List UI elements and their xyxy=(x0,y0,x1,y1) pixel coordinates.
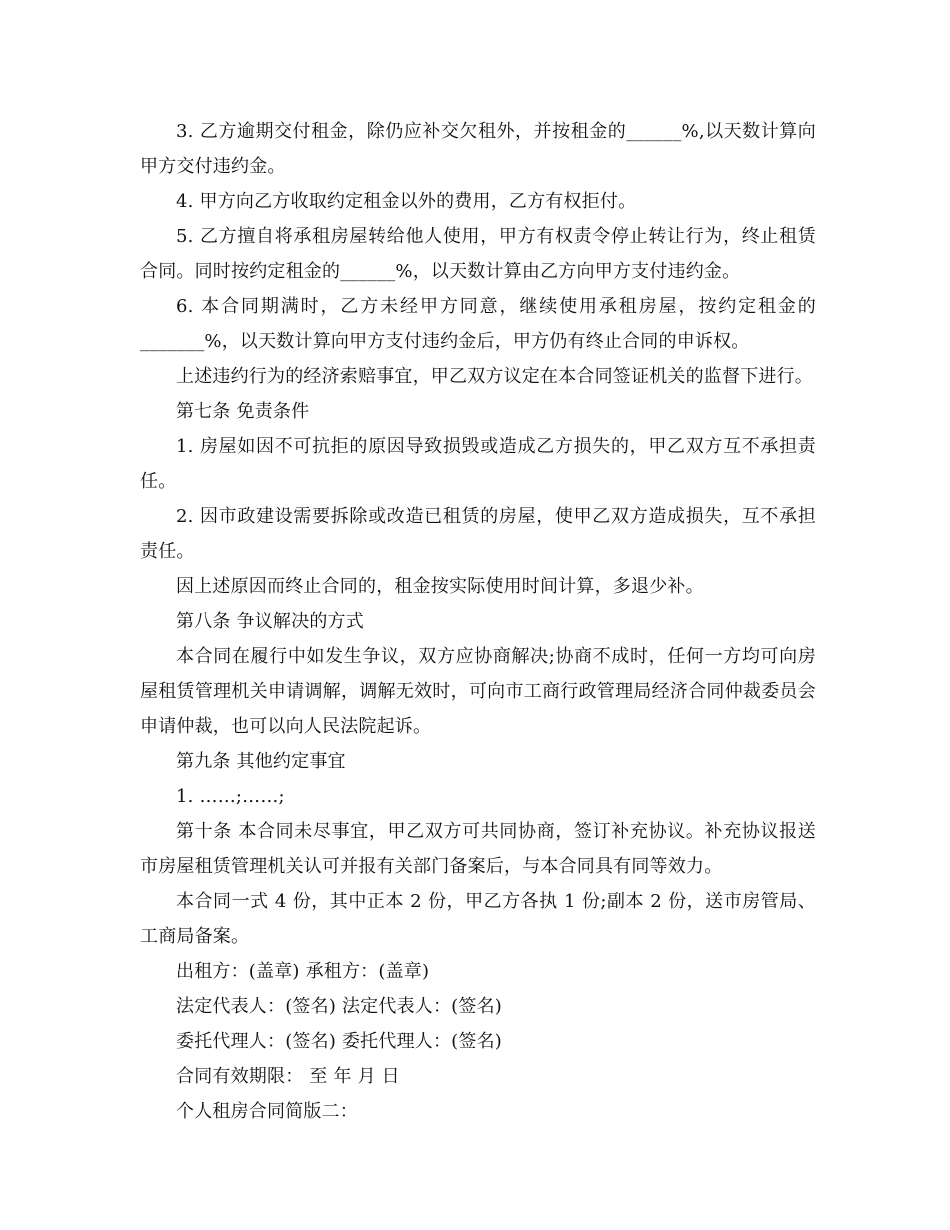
paragraph-municipal-demolition: 2. 因市政建设需要拆除或改造已租赁的房屋，使甲乙双方造成损失，互不承担责任。 xyxy=(140,506,816,562)
next-section-title: 个人租房合同简版二： xyxy=(176,1101,358,1122)
article-nine-heading: 第九条 其他约定事宜 xyxy=(176,751,346,772)
paragraph-overstay-penalty: 6. 本合同期满时，乙方未经甲方同意，继续使用承租房屋，按约定租金的_______%，以天数计算向甲方支付违约金后，甲方仍有终止合同的申诉权。 xyxy=(140,296,816,352)
signature-agents: 委托代理人：(签名) 委托代理人：(签名) xyxy=(176,1031,503,1052)
paragraph-claim-supervision: 上述违约行为的经济索赔事宜，甲乙双方议定在本合同签证机关的监督下进行。 xyxy=(176,366,813,387)
article-seven-heading: 第七条 免责条件 xyxy=(176,401,310,422)
paragraph-rent-settlement: 因上述原因而终止合同的，租金按实际使用时间计算，多退少补。 xyxy=(176,576,704,597)
paragraph-penalty-late-rent: 3. 乙方逾期交付租金，除仍应补交欠租外，并按租金的______%,以天数计算向甲方交付违约金。 xyxy=(140,121,816,177)
article-eight-heading: 第八条 争议解决的方式 xyxy=(176,611,364,632)
signature-legal-representatives: 法定代表人：(签名) 法定代表人：(签名) xyxy=(176,996,503,1017)
paragraph-copies: 本合同一式 4 份，其中正本 2 份，甲乙方各执 1 份;副本 2 份，送市房管局、工商局备案。 xyxy=(140,891,816,947)
signature-parties-seal: 出租方：(盖章) 承租方：(盖章) xyxy=(176,961,430,982)
article-ten-paragraph: 第十条 本合同未尽事宜，甲乙双方可共同协商，签订补充协议。补充协议报送市房屋租赁管理机关认可并报有关部门备案后，与本合同具有同等效力。 xyxy=(140,821,816,877)
paragraph-sublease-penalty: 5. 乙方擅自将承租房屋转给他人使用，甲方有权责令停止转让行为，终止租赁合同。同时按约定租金的______%，以天数计算由乙方向甲方支付违约金。 xyxy=(140,226,816,282)
contract-validity-period: 合同有效期限： 至 年 月 日 xyxy=(176,1066,400,1087)
paragraph-refuse-extra-fees: 4. 甲方向乙方收取约定租金以外的费用，乙方有权拒付。 xyxy=(176,191,637,212)
paragraph-dispute-resolution: 本合同在履行中如发生争议，双方应协商解决;协商不成时，任何一方均可向房屋租赁管理机关申请调解，调解无效时，可向市工商行政管理局经济合同仲裁委员会申请仲裁，也可以向人民法院起诉。 xyxy=(140,646,816,737)
paragraph-other-matters: 1. ……;……; xyxy=(176,786,285,807)
document-body xyxy=(140,114,816,1129)
paragraph-force-majeure: 1. 房屋如因不可抗拒的原因导致损毁或造成乙方损失的，甲乙双方互不承担责任。 xyxy=(140,436,816,492)
